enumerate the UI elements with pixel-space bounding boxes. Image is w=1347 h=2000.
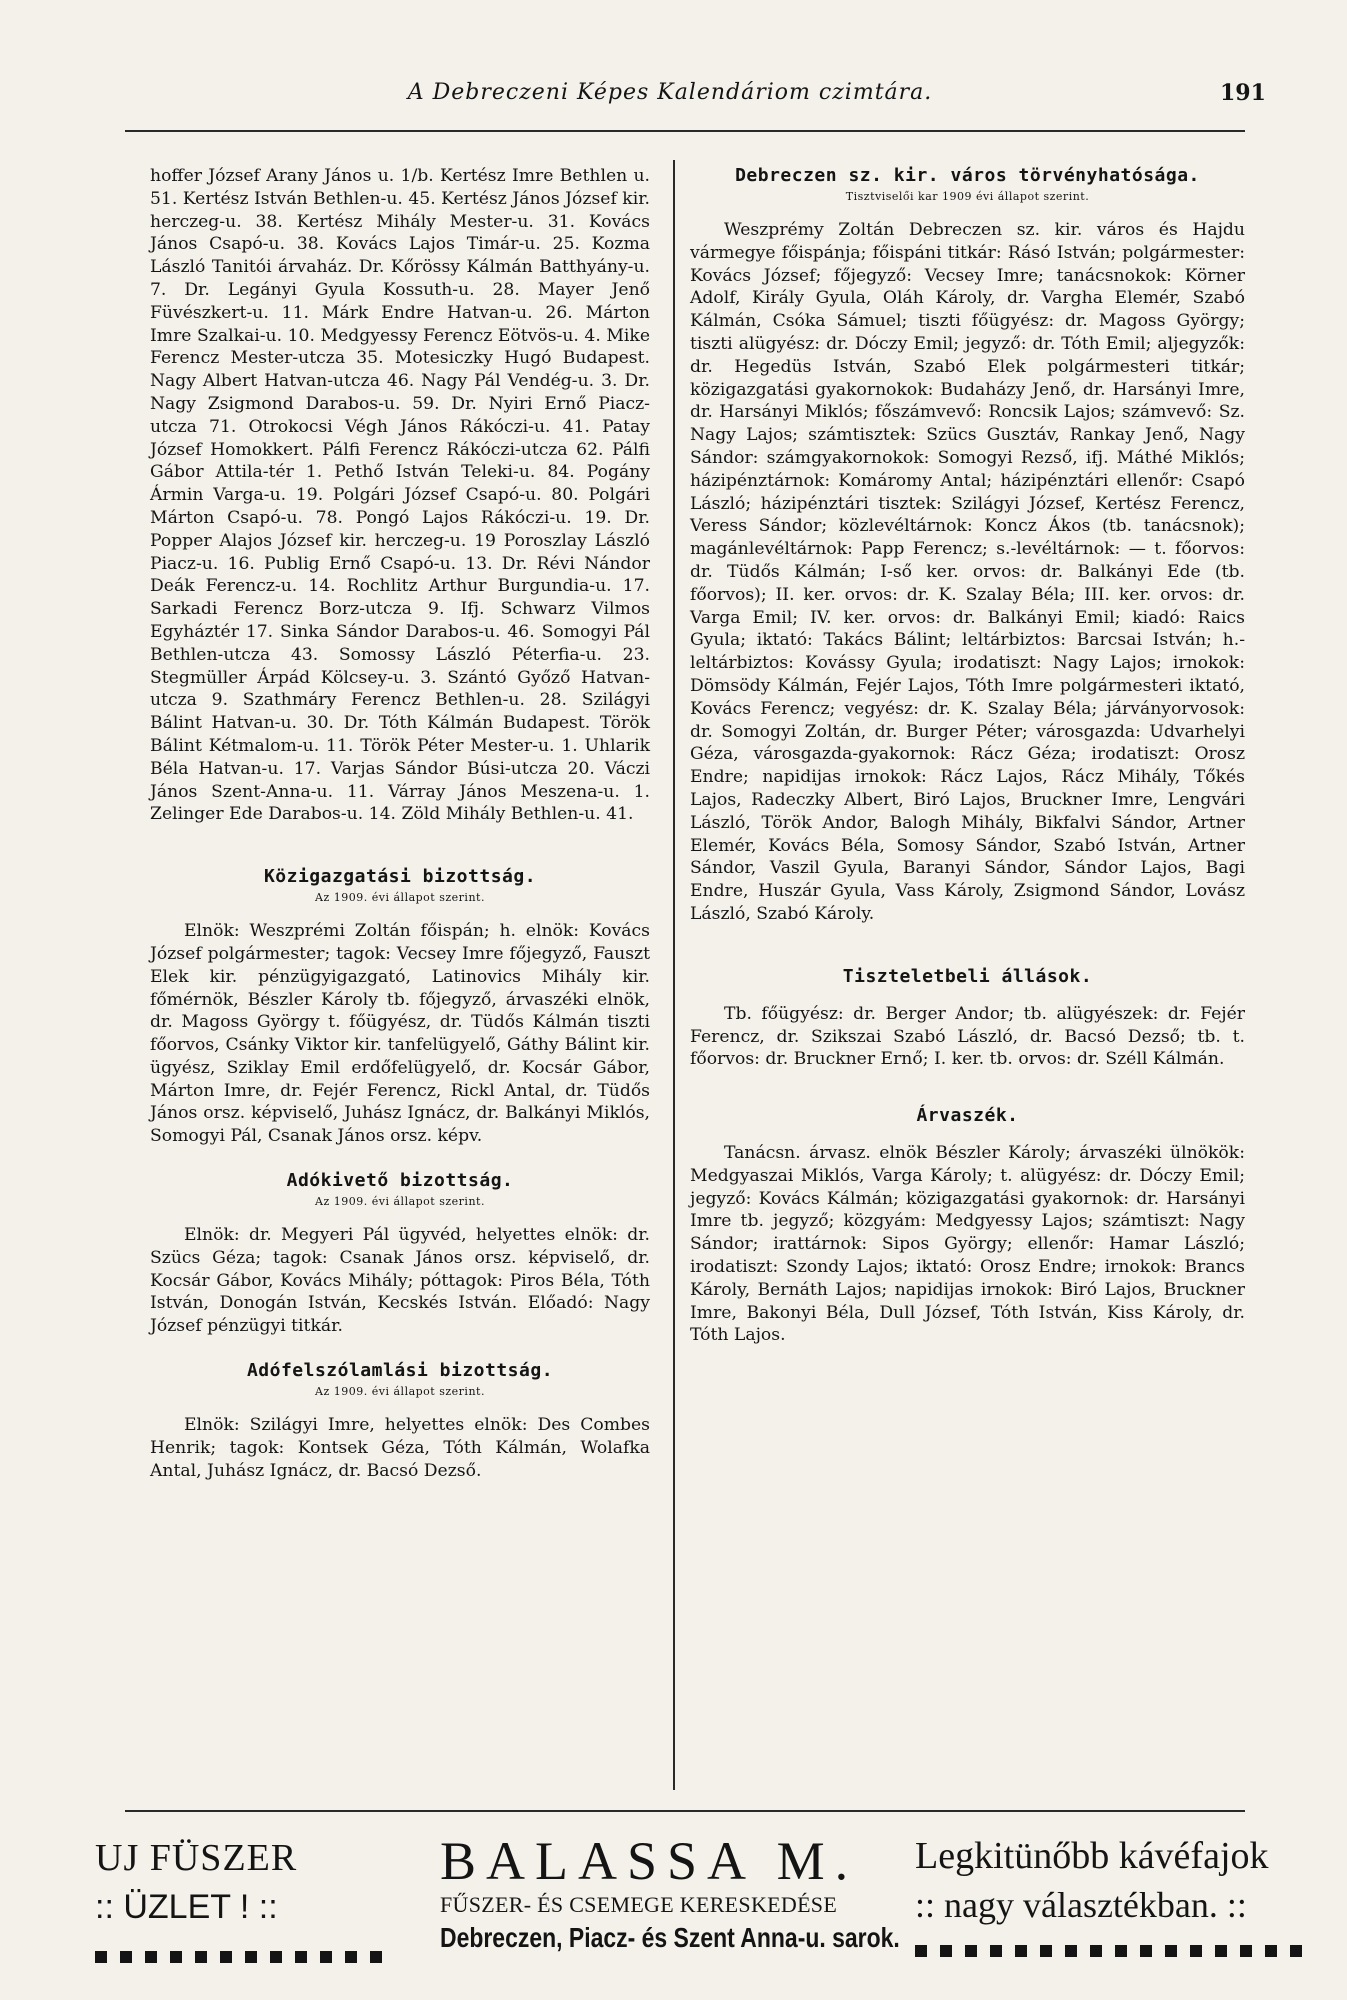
ad-selection-line: :: nagy választékban. :: xyxy=(915,1885,1247,1925)
ad-square-ornament-left xyxy=(95,1948,415,1960)
section-title-adokiveto: Adókivető bizottság. xyxy=(286,1170,514,1192)
section-subtitle-torvenyhatosag: Tisztviselői kar 1909 évi állapot szerint. xyxy=(845,190,1090,203)
ad-brand-name: BALASSA M. xyxy=(440,1831,859,1891)
section-text-adokiveto: Elnök: dr. Megyeri Pál ügyvéd, helyettes elnök: dr. Szücs Géza; tagok: Csanak János orsz. képviselő, dr. Kocsár Gábor, Kovács Mihály; póttagok: Piros Béla, Tóth István, Donogán István, Kecskés István. Előadó: Nagy József pénzügyi titkár. xyxy=(150,1225,650,1337)
address-list: hoffer József Arany János u. 1/b. Kertész Imre Bethlen u. 51. Kertész István Bethlen-u. 45. Kertész János József kir. herczeg-u. 38. Kertész Mihály Mester-u. 31. Kovács János Csapó-u. 38. Kovács Lajos Timár-u. 25. Kozma László Tanitói árvaház. Dr. Kőrössy Kálmán Batthyány-u. 7. Dr. Legányi Gyula Kossuth-u. 28. Mayer Jenő Füvészkert-u. 11. Márk Endre Hatvan-u. 26. Márton Imre Szalkai-u. 10. Medgyessy Ferencz Eötvös-u. 4. Mike Ferencz Mester-utcza 35. Motesiczky Hugó Budapest. Nagy Albert Hatvan-utcza 46. Nagy Pál Vendég-u. 3. Dr. Nagy Zsigmond Darabos-u. 59. Dr. Nyiri Ernő Piacz-utcza 71. Otrokocsi Végh János Rákóczi-u. 41. Patay József Homokkert. Pálfi Ferencz Rákóczi-utcza 62. Pálfi Gábor Attila-tér 1. Pethő István Teleki-u. 84. Pogány Ármin Varga-u. 19. Polgári József Csapó-u. 80. Polgári Márton Csapó-u. 78. Pongó Lajos Rákóczi-u. 19. Dr. Popper Alajos József kir. herczeg-u. 19 Poroszlay László Piacz-u. 16. Publig Ernő Csapó-u. 13. Dr. Révi Nándor Deák Ferencz-u. 14. Rochlitz Arthur Burgundia-u. 17. Sarkadi Ferencz Borz-utcza 9. Ifj. Schwarz Vilmos Egyháztér 17. Sinka Sándor Darabos-u. 46. Somogyi Pál Bethlen-utcza 43. Somossy László Péterfia-u. 23. Stegmüller Árpád Kölcsey-u. 3. Szántó Győző Hatvan-utcza 9. Szathmáry Ferencz Bethlen-u. 28. Szilágyi Bálint Hatvan-u. 30. Dr. Tóth Kálmán Budapest. Török Bálint Kétmalom-u. 11. Török Péter Mester-u. 1. Uhlarik Béla Hatvan-u. 17. Varjas Sándor Búsi-utcza 20. Váczi János Szent-Anna-u. 11. Várray János Meszena-u. 1. Zelinger Ede Darabos-u. 14. Zöld Mihály Bethlen-u. 41. xyxy=(150,166,650,825)
column-divider xyxy=(673,160,675,1790)
left-column xyxy=(150,165,650,1482)
ad-uj-fuszer: UJ FÜSZER xyxy=(95,1837,298,1879)
ad-coffee-line: Legkitünőbb kávéfajok xyxy=(915,1835,1269,1877)
page-number: 191 xyxy=(1220,80,1266,106)
section-title-arvaszek: Árvaszék. xyxy=(916,1105,1019,1127)
ad-shop-address: Debreczen, Piacz- és Szent Anna-u. sarok. xyxy=(440,1922,900,1953)
section-subtitle-adofelszolamlasi: Az 1909. évi állapot szerint. xyxy=(315,1385,485,1399)
ad-uzlet: :: ÜZLET ! :: xyxy=(95,1888,278,1926)
running-header xyxy=(0,80,1347,120)
ad-square-ornament-right xyxy=(915,1942,1335,1954)
section-subtitle-adokiveto: Az 1909. évi állapot szerint. xyxy=(315,1195,485,1209)
section-text-torvenyhatosag: Weszprémy Zoltán Debreczen sz. kir. város és Hajdu vármegye főispánja; főispáni titkár: Rásó István; polgármester: Kovács József; főjegyző: Vecsey Imre; tanácsnokok: Körner Adolf, Király Gyula, Oláh Károly, dr. Vargha Elemér, Szabó Kálmán, Csóka Sámuel; tiszti főügyész: dr. Magoss György; tiszti alügyész: dr. Dóczy Emil; jegyző: dr. Tóth Emil; aljegyzők: dr. Hegedüs István, Szabó Elek polgármesteri titkár; közigazgatási gyakornokok: Budaházy Jenő, dr. Harsányi Imre, dr. Harsányi Miklós; főszámvevő: Roncsik Lajos; számvevő: Sz. Nagy Lajos; számtisztek: Szücs Gusztáv, Rankay Jenő, Nagy Sándor: számgyakornokok: Somogyi Rezső, ifj. Máthé Miklós; házipénztárnok: Komáromy Antal; házipénztári ellenőr: Csapó László; házipénztári tisztek: Szilágyi József, Kertész Ferencz, Veress Sándor; közlevéltárnok: Koncz Ákos (tb. tanácsnok); magánlevéltárnok: Papp Ferencz; s.-levéltárnok: — t. főorvos: dr. Tüdős Kálmán; I-ső ker. orvos: dr. Balkányi Ede (tb. főorvos); II. ker. orvos: dr. K. Szalay Béla; III. ker. orvos: dr. Varga Emil; IV. ker. orvos: dr. Balkányi Emil; kiadó: Raics Gyula; iktató: Takács Bálint; leltárbiztos: Barcsai István; h.-leltárbiztos: Kovássy Gyula; irodatiszt: Nagy Lajos; irnokok: Dömsödy Kálmán, Fejér Lajos, Tóth Imre polgármesteri iktató, Kovács Ferencz; vegyész: dr. K. Szalay Béla; járványorvosok: dr. Somogyi Zoltán, dr. Burger Péter; városgazda: Udvarhelyi Géza, városgazda-gyakornok: Rácz Géza; irodatiszt: Orosz Endre; napidijas irnokok: Rácz Lajos, Rácz Mihály, Tőkés Lajos, Radeczky Albert, Biró Lajos, Bruckner Imre, Lengvári László, Török Andor, Balogh Mihály, Bikfalvi Sándor, Artner Elemér, Kovács Béla, Somosy Sándor, Szabó István, Artner Sándor, Vaszil Gyula, Baranyi Sándor, Sándor Lajos, Bagi Endre, Huszár Gyula, Vass Károly, Zsigmond Sándor, Lovász László, Szabó Károly. xyxy=(690,220,1245,924)
section-title-adofelszolamlasi: Adófelszólamlási bizottság. xyxy=(246,1360,554,1382)
section-title-torvenyhatosag: Debreczen sz. kir. város törvényhatósága. xyxy=(735,165,1200,186)
ad-shop-type: FŰSZER- ÉS CSEMEGE KERESKEDÉSE xyxy=(440,1892,838,1917)
section-title-tiszteletbeli: Tiszteletbeli állások. xyxy=(842,965,1093,987)
advertisement xyxy=(95,1830,1269,1970)
section-subtitle-kozigazgatasi: Az 1909. évi állapot szerint. xyxy=(315,891,485,905)
header-rule xyxy=(125,130,1245,132)
section-title-kozigazgatasi: Közigazgatási bizottság. xyxy=(263,866,537,888)
advertisement-rule xyxy=(125,1810,1245,1812)
section-text-adofelszolamlasi: Elnök: Szilágyi Imre, helyettes elnök: Des Combes Henrik; tagok: Kontsek Géza, Tóth Kálmán, Wolafka Antal, Juhász Ignácz, dr. Bacsó Dezső. xyxy=(150,1415,650,1481)
section-text-tiszteletbeli: Tb. főügyész: dr. Berger Andor; tb. alügyészek: dr. Fejér Ferencz, dr. Szikszai Szabó László, dr. Bacsó Dezső; tb. t. főorvos: dr. Bruckner Ernő; I. ker. tb. orvos: dr. Széll Kálmán. xyxy=(690,1003,1245,1070)
section-text-arvaszek: Tanácsn. árvasz. elnök Bészler Károly; árvaszéki ülnökök: Medgyaszai Miklós, Varga Károly; t. alügyész: dr. Dóczy Emil; jegyző: Kovács Kálmán; közigazgatási gyakornok: dr. Harsányi Imre tb. jegyző; közgyám: Medgyessy Lajos; számtiszt: Nagy Sándor; irattárnok: Sipos György; ellenőr: Hamar László; irodatiszt: Szondy Lajos; iktató: Orosz Endre; irnokok: Brancs Károly, Bernáth Lajos; napidijas irnokok: Biró Lajos, Bruckner Imre, Bakonyi Béla, Dull József, Tóth István, Kiss Károly, dr. Tóth Lajos. xyxy=(690,1143,1245,1346)
running-title: A Debreczeni Képes Kalendáriom czimtára. xyxy=(407,80,933,105)
right-column xyxy=(690,165,1245,1347)
section-text-kozigazgatasi: Elnök: Weszprémi Zoltán főispán; h. elnök: Kovács József polgármester; tagok: Vecsey Imre főjegyző, Fauszt Elek kir. pénzügyigazgató, Latinovics Mihály kir. főmérnök, Bészler Károly tb. főjegyző, árvaszéki elnök, dr. Magoss György t. főügyész, dr. Tüdős Kálmán tiszti főorvos, Csánky Viktor kir. tanfelügyelő, Gáthy Bálint kir. ügyész, Sziklay Emil erdőfelügyelő, dr. Kocsár Gábor, Márton Imre, dr. Fejér Ferencz, Rickl Antal, dr. Tüdős János orsz. képviselő, Juhász Ignácz, dr. Balkányi Miklós, Somogyi Pál, Csanak János orsz. képv. xyxy=(150,921,650,1147)
